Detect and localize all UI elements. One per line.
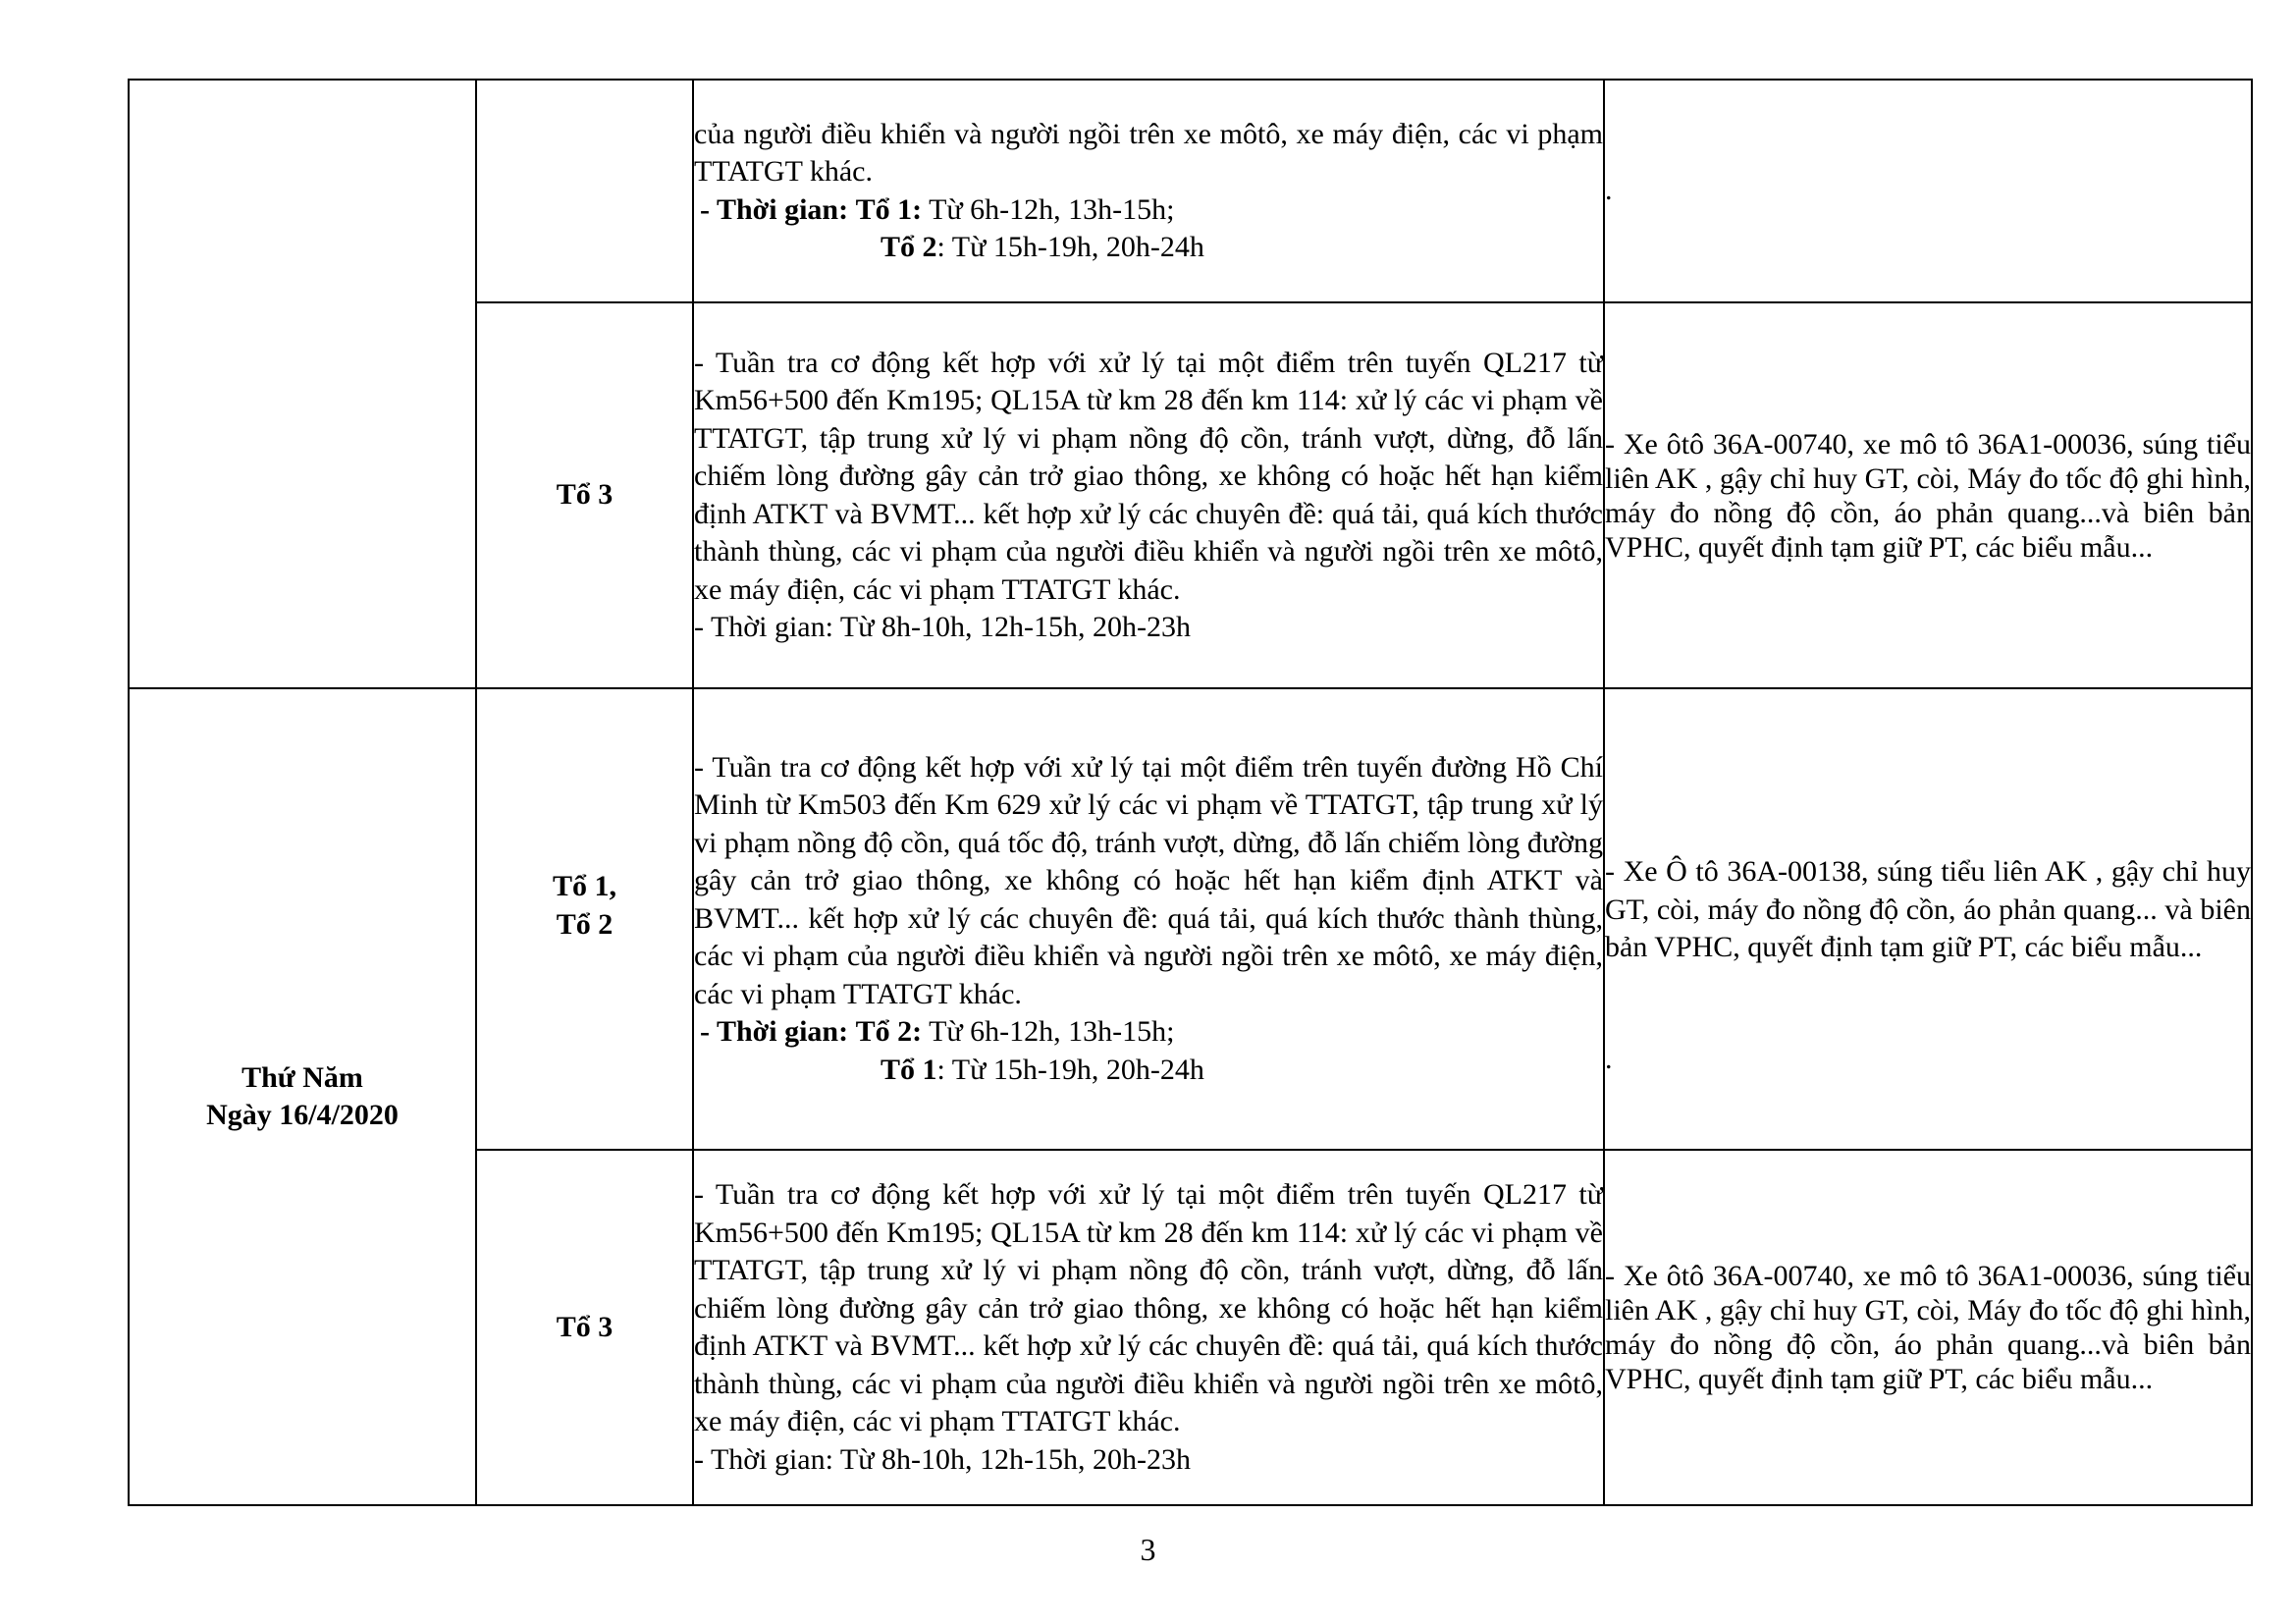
day-cell	[129, 688, 476, 1505]
equipment-text: - Xe ôtô 36A-00740, xe mô tô 36A1-00036, súng tiểu liên AK , gậy chỉ huy GT, còi, Máy đo tốc độ ghi hình, máy đo nồng độ cồn, áo phản quang...và biên bản VPHC, quyết định tạm giữ PT, các biểu mẫu...	[1605, 1260, 2251, 1395]
page-number: 3	[1140, 1532, 1156, 1567]
time-label: - Thời gian:	[700, 1015, 849, 1049]
time-range: Từ 6h-12h, 13h-15h;	[922, 1015, 1175, 1049]
team-cell: Tổ 3	[476, 1150, 693, 1505]
task-cell	[693, 688, 1604, 1150]
team-cell-empty	[476, 80, 693, 302]
patrol-schedule-table	[128, 79, 2253, 1506]
task-description: - Tuần tra cơ động kết hợp với xử lý tại một điểm trên tuyến đường Hồ Chí Minh từ Km503 đến Km 629 xử lý các vi phạm về TTATGT, tập trung xử lý vi phạm nồng độ cồn, quá tốc độ, tránh vượt, dừng, đỗ lấn chiếm lòng đường gây cản trở giao thông, xe không có hoặc hết hạn kiểm định ATKT và BVMT... kết hợp xử lý các chuyên đề: quá tải, quá kích thước thành thùng, các vi phạm của người điều khiển và người ngồi trên xe môtô, xe máy điện, các vi phạm TTATGT khác.	[694, 750, 1603, 1010]
time-range: : Từ 15h-19h, 20h-24h	[936, 231, 1204, 263]
task-description: - Tuần tra cơ động kết hợp với xử lý tại một điểm trên tuyến QL217 từ Km56+500 đến Km195; QL15A từ km 28 đến km 114: xử lý các vi phạm về TTATGT, tập trung xử lý vi phạm nồng độ cồn, tránh vượt, dừng, đỗ lấn chiếm lòng đường gây cản trở giao thông, xe không có hoặc hết hạn kiểm định ATKT và BVMT... kết hợp xử lý các chuyên đề: quá tải, quá kích thước thành thùng, các vi phạm của người điều khiển và người ngồi trên xe môtô, xe máy điện, các vi phạm TTATGT khác.	[694, 346, 1603, 606]
equipment-cell	[1604, 302, 2252, 688]
task-cell	[693, 80, 1604, 302]
table-row	[129, 80, 2252, 302]
task-time	[694, 191, 1603, 230]
team-line: Tổ 1,	[552, 870, 616, 902]
task-description: - Tuần tra cơ động kết hợp với xử lý tại một điểm trên tuyến QL217 từ Km56+500 đến Km195; QL15A từ km 28 đến km 114: xử lý các vi phạm về TTATGT, tập trung xử lý vi phạm nồng độ cồn, tránh vượt, dừng, đỗ lấn chiếm lòng đường gây cản trở giao thông, xe không có hoặc hết hạn kiểm định ATKT và BVMT... kết hợp xử lý các chuyên đề: quá tải, quá kích thước thành thùng, các vi phạm của người điều khiển và người ngồi trên xe môtô, xe máy điện, các vi phạm TTATGT khác.	[694, 1178, 1603, 1437]
task-time: - Thời gian: Từ 8h-10h, 12h-15h, 20h-23h	[694, 611, 1191, 643]
task-time-second	[694, 229, 1603, 267]
team-cell: Tổ 3	[476, 302, 693, 688]
task-cell	[693, 1150, 1604, 1505]
equipment-text: - Xe ôtô 36A-00740, xe mô tô 36A1-00036, súng tiểu liên AK , gậy chỉ huy GT, còi, Máy đo tốc độ ghi hình, máy đo nồng độ cồn, áo phản quang...và biên bản VPHC, quyết định tạm giữ PT, các biểu mẫu...	[1605, 427, 2251, 564]
table-row	[129, 688, 2252, 1150]
time-team: Tổ 1:	[855, 192, 923, 226]
day-name: Thứ Năm	[241, 1060, 363, 1094]
equipment-cell	[1604, 688, 2252, 1150]
equipment-dot: .	[1605, 1042, 1613, 1075]
day-date: Ngày 16/4/2020	[206, 1099, 399, 1131]
time-team: Tổ 2:	[855, 1015, 923, 1049]
team-cell	[476, 688, 693, 1150]
task-description: của người điều khiển và người ngồi trên xe môtô, xe máy điện, các vi phạm TTATGT khác.	[694, 117, 1603, 188]
task-cell	[693, 302, 1604, 688]
time-label: - Thời gian:	[700, 192, 849, 226]
time-range: : Từ 15h-19h, 20h-24h	[936, 1053, 1204, 1086]
equipment-cell	[1604, 1150, 2252, 1505]
time-team: Tổ 1	[881, 1053, 937, 1086]
task-time: - Thời gian: Từ 8h-10h, 12h-15h, 20h-23h	[694, 1442, 1191, 1476]
team-line: Tổ 2	[556, 907, 614, 941]
day-cell-empty	[129, 80, 476, 688]
equipment-text: - Xe Ô tô 36A-00138, súng tiểu liên AK , gậy chỉ huy GT, còi, máy đo nồng độ cồn, áo phản quang... và biên bản VPHC, quyết định tạm giữ PT, các biểu mẫu...	[1605, 855, 2251, 963]
task-time	[694, 1013, 1603, 1052]
time-range: Từ 6h-12h, 13h-15h;	[922, 192, 1175, 226]
equipment-text: .	[1605, 174, 1613, 207]
task-time-second	[694, 1052, 1603, 1090]
equipment-cell	[1604, 80, 2252, 302]
time-team: Tổ 2	[881, 231, 937, 263]
